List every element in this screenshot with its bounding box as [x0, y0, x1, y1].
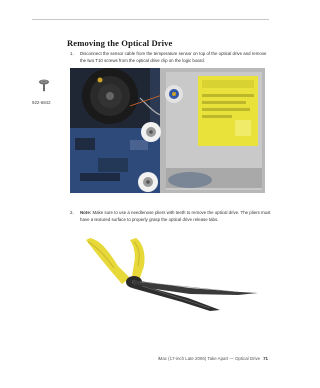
screw-icon [38, 79, 50, 93]
step-text: Disconnect the sensor cable from the temperature sensor on top of the optical drive and remove the two T10 screws from the optical drive clip on the logic board. [80, 51, 267, 63]
footer-text: iMac (17-inch Late 2006) Take Apart — Optical Drive [157, 356, 261, 361]
step-number: 1. [70, 51, 74, 56]
part-number: 922-6842 [32, 100, 51, 105]
logic-board-photo [70, 68, 265, 193]
note-label: Note: [80, 210, 92, 215]
page-number: 71 [263, 356, 268, 361]
needlenose-pliers-photo [70, 236, 265, 342]
step-number: 2. [70, 210, 74, 215]
step-text [80, 210, 272, 223]
section-title: Removing the Optical Drive [67, 38, 173, 48]
header-rule [32, 19, 269, 20]
note-text: Make sure to use a needlenose pliers with teeth to remove the optical drive. The pliers must have a textured surface to properly grasp the optical drive release tabs. [80, 210, 271, 222]
page-footer [158, 356, 268, 361]
